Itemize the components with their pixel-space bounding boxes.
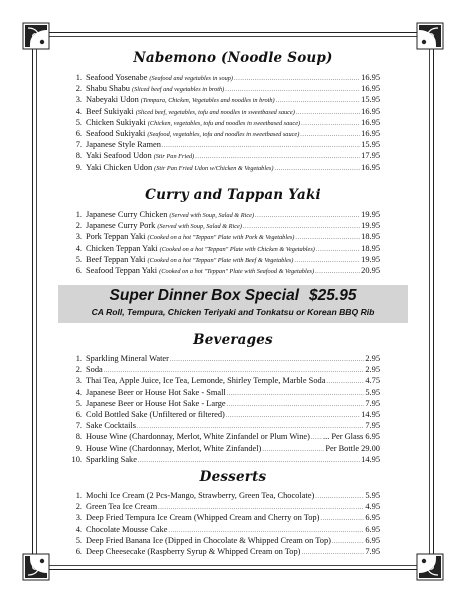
item-price: 15.95: [361, 95, 380, 105]
item-name: Japanese Beer or House Hot Sake - Small: [86, 387, 226, 397]
item-price: 4.75: [365, 376, 380, 386]
item-price: 6.95: [365, 524, 380, 534]
item-name: Cold Bottled Sake (Unfiltered or filtered): [86, 409, 225, 419]
item-number: 4.: [75, 387, 82, 397]
item-price: 7.95: [365, 421, 380, 431]
ornament-corner-icon: [416, 22, 444, 50]
item-number: 6.: [75, 128, 82, 138]
item-number: 9.: [75, 443, 82, 453]
special-subtitle: CA Roll, Tempura, Chicken Teriyaki and Tonkatsu or Korean BBQ Rib: [91, 307, 375, 317]
dot-leader: [227, 400, 365, 411]
dot-leader: [316, 245, 360, 256]
menu-item: [62, 220, 380, 231]
item-number: 1.: [75, 73, 82, 82]
menu-item: [62, 398, 380, 409]
special-title-text: Super Dinner Box Special: [109, 287, 300, 304]
item-price: 16.95: [361, 128, 380, 138]
section-title-noodle: Nabemono (Noodle Soup): [133, 50, 333, 66]
item-price: 19.95: [361, 254, 380, 264]
item-price: 14.95: [361, 409, 380, 419]
item-description: (Cooked on a hot "Teppan" Plate with Beef & Vegetables): [147, 256, 294, 264]
menu-item: [62, 162, 380, 173]
item-price: 6.95: [365, 513, 380, 523]
menu-item: [62, 139, 380, 150]
item-name: Sparkling Sake: [86, 454, 137, 464]
item-price: 16.95: [361, 106, 380, 116]
item-number: 3.: [75, 376, 82, 386]
item-number: 6.: [75, 409, 82, 419]
menu-item: [62, 524, 380, 535]
item-number: 8.: [75, 151, 82, 161]
item-number: 5.: [75, 535, 82, 545]
menu-item: [62, 209, 380, 220]
item-price: 16.95: [361, 73, 380, 82]
item-number: 5.: [75, 117, 82, 127]
item-description: (Served with Soup, Salad & Rice): [169, 212, 255, 219]
dot-leader: [170, 355, 364, 366]
item-name: Japanese Curry Pork: [86, 221, 156, 231]
item-price: ... Per Glass 6.95: [323, 432, 380, 442]
dot-leader: [296, 108, 360, 119]
item-name: Soda: [86, 365, 103, 375]
item-description: (Seafood, vegetables, tofu and noodles in sweetbased sauce): [147, 130, 300, 138]
menu-item: [62, 231, 380, 242]
item-number: 7.: [75, 421, 82, 431]
item-number: 8.: [75, 432, 82, 442]
item-name: Japanese Curry Chicken: [86, 210, 168, 219]
menu-item: [62, 454, 380, 465]
item-price: 5.95: [365, 387, 380, 397]
item-name: Japanese Beer or House Hot Sake - Large: [86, 398, 226, 408]
item-number: 6.: [75, 546, 82, 556]
menu-item: [62, 387, 380, 398]
item-price: 19.95: [361, 221, 380, 231]
item-number: 1.: [75, 491, 82, 500]
item-price: 4.95: [365, 502, 380, 512]
item-name: Shabu Shabu: [86, 84, 130, 94]
item-number: 2.: [75, 84, 82, 94]
item-description: (Served with Soup, Salad & Rice): [157, 223, 242, 231]
menu-list-curry: [62, 209, 380, 276]
dot-leader: [300, 130, 360, 141]
dot-leader: [311, 433, 322, 444]
menu-item: [62, 254, 380, 265]
item-price: Per Bottle 29.00: [325, 443, 380, 453]
dot-leader: [255, 211, 360, 222]
menu-item: [62, 375, 380, 386]
dot-leader: [234, 74, 360, 85]
item-number: 6.: [75, 265, 82, 275]
item-name: Thai Tea, Apple Juice, Ice Tea, Lemonde, Shirley Temple, Marble Soda: [86, 376, 326, 386]
menu-item: [62, 364, 380, 375]
dot-leader: [315, 267, 360, 278]
item-price: 19.95: [361, 210, 380, 219]
dot-leader: [226, 411, 360, 422]
item-name: Deep Cheesecake (Raspberry Syrup & Whipped Cream on Top): [86, 546, 301, 556]
item-description: (Cooked on a hot "Teppan" Plate with Seafood & Vegetables): [159, 267, 315, 275]
item-number: 3.: [75, 95, 82, 105]
item-number: 3.: [75, 513, 82, 523]
dot-leader: [227, 389, 365, 400]
menu-item: [62, 353, 380, 364]
item-number: 5.: [75, 398, 82, 408]
item-number: 10.: [71, 454, 82, 464]
dot-leader: [301, 548, 364, 559]
item-number: 2.: [75, 365, 82, 375]
menu-item: [62, 420, 380, 431]
menu-item: [62, 490, 380, 501]
item-description: (Cooked on a hot "Teppan" Plate with Chicken & Vegetables): [159, 245, 315, 253]
item-number: 4.: [75, 106, 82, 116]
item-price: 15.95: [361, 140, 380, 150]
item-price: 7.95: [365, 546, 380, 556]
item-name: Deep Fried Banana Ice (Dipped in Chocolate & Whipped Cream on Top): [86, 535, 331, 545]
menu-item: [62, 443, 380, 454]
item-number: 9.: [75, 162, 82, 172]
item-price: 7.95: [365, 398, 380, 408]
item-name: House Wine (Chardonnay, Merlot, White Zinfandel): [86, 443, 262, 453]
item-number: 7.: [75, 140, 82, 150]
special-banner: [58, 285, 408, 323]
dot-leader: [326, 377, 364, 388]
item-description: (Cooked on a hot "Teppan" Plate with Pork & Vegetables): [147, 234, 295, 242]
menu-item: [62, 72, 380, 83]
dot-leader: [138, 456, 360, 467]
item-name: Yaki Chicken Udon: [86, 162, 153, 172]
menu-item: [62, 409, 380, 420]
item-price: 20.95: [361, 265, 380, 275]
menu-item: [62, 106, 380, 117]
item-price: 16.95: [361, 84, 380, 94]
item-price: 16.95: [361, 117, 380, 127]
item-name: Sparkling Mineral Water: [86, 354, 169, 363]
item-price: 17.95: [361, 151, 380, 161]
item-number: 2.: [75, 502, 82, 512]
item-name: Sake Cocktails: [86, 421, 137, 431]
item-number: 3.: [75, 232, 82, 242]
menu-item: [62, 265, 380, 276]
item-name: Beef Teppan Yaki: [86, 254, 146, 264]
item-description: (Tempura, Chicken, Vegetables and noodles in broth): [140, 97, 275, 105]
item-name: Yaki Seafood Udon: [86, 151, 152, 161]
item-name: Chicken Teppan Yaki: [86, 243, 158, 253]
special-price: $25.95: [309, 287, 357, 304]
item-description: (Sliced beef and vegetables in broth): [131, 86, 225, 94]
item-name: Mochi Ice Cream (2 Pcs-Mango, Strawberry, Green Tea, Chocolate): [86, 491, 315, 500]
item-name: Seafood Yosenabe: [86, 73, 148, 82]
item-name: Seafood Teppan Yaki: [86, 265, 158, 275]
dot-leader: [332, 537, 364, 548]
dot-leader: [274, 164, 360, 175]
dot-leader: [320, 514, 364, 525]
item-price: 2.95: [365, 354, 380, 363]
ornament-corner-icon: [22, 553, 50, 581]
menu-list-noodle: [62, 72, 380, 173]
menu-item: [62, 546, 380, 557]
menu-item: [62, 94, 380, 105]
item-name: House Wine (Chardonnay, Merlot, White Zinfandel or Plum Wine): [86, 432, 310, 442]
dot-leader: [315, 492, 364, 503]
ornament-corner-icon: [416, 553, 444, 581]
item-description: (Sliced beef, vegetables, tofu and noodles in sweetbased sauce): [135, 108, 295, 116]
item-number: 4.: [75, 524, 82, 534]
item-description: (Stir Pan Fried): [153, 153, 195, 161]
ornament-corner-icon: [22, 22, 50, 50]
item-name: Seafood Sukiyaki: [86, 128, 146, 138]
item-description: (Chicken, vegetables, tofu and noodles in sweetbased sauce): [147, 119, 301, 127]
item-price: 14.95: [361, 454, 380, 464]
menu-item: [62, 535, 380, 546]
menu-item: [62, 501, 380, 512]
menu-item: [62, 117, 380, 128]
item-name: Beef Sukiyaki: [86, 106, 134, 116]
menu-list-beverages: [62, 353, 380, 465]
item-name: Deep Fried Tempura Ice Cream (Whipped Cream and Cherry on Top): [86, 513, 320, 523]
section-title-curry: Curry and Tappan Yaki: [145, 187, 321, 203]
section-title-desserts: Desserts: [199, 469, 267, 485]
item-name: Green Tea Ice Cream: [86, 502, 158, 512]
item-name: Japanese Style Ramen: [86, 140, 161, 150]
item-number: 1.: [75, 354, 82, 363]
item-description: (Seafood and vegetables in soup): [149, 75, 234, 82]
item-number: 5.: [75, 254, 82, 264]
item-price: 6.95: [365, 535, 380, 545]
item-name: Nabeyaki Udon: [86, 95, 139, 105]
menu-item: [62, 431, 380, 442]
item-price: 5.95: [365, 491, 380, 500]
menu-item: [62, 83, 380, 94]
menu-item: [62, 243, 380, 254]
section-title-beverages: Beverages: [193, 332, 273, 348]
menu-item: [62, 512, 380, 523]
menu-item: [62, 128, 380, 139]
special-title: [58, 287, 408, 305]
menu-item: [62, 150, 380, 161]
dot-leader: [301, 119, 360, 130]
item-price: 2.95: [365, 365, 380, 375]
item-price: 18.95: [361, 232, 380, 242]
item-price: 16.95: [361, 162, 380, 172]
item-number: 2.: [75, 221, 82, 231]
item-number: 1.: [75, 210, 82, 219]
item-name: Chocolate Mousse Cake: [86, 524, 168, 534]
menu-list-desserts: [62, 490, 380, 557]
item-name: Chicken Sukiyaki: [86, 117, 146, 127]
item-number: 4.: [75, 243, 82, 253]
item-price: 18.95: [361, 243, 380, 253]
dot-leader: [262, 445, 324, 456]
item-name: Pork Teppan Yaki: [86, 232, 146, 242]
item-description: (Stir Pan Fried Udon w/Chicken & Vegetables): [154, 164, 274, 172]
